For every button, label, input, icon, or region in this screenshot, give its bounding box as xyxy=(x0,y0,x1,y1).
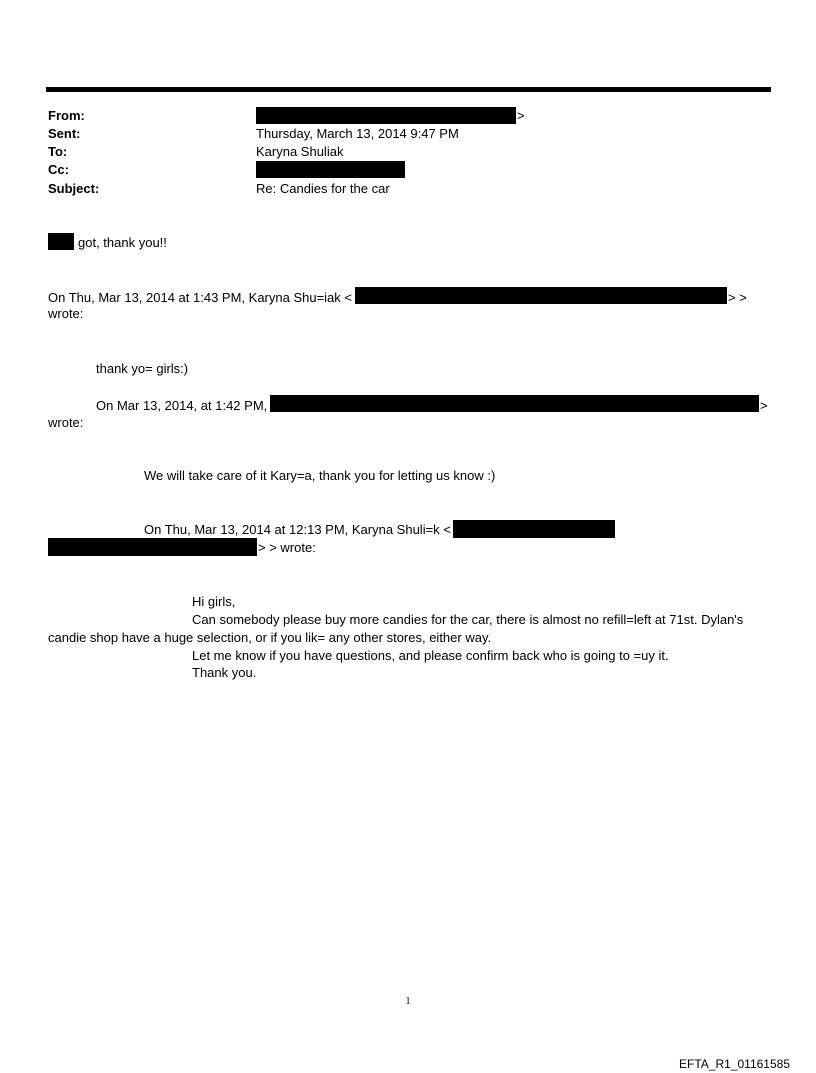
quote3-line1: Can somebody please buy more candies for the car, there is almost no refill=left at 71st. Dylan's xyxy=(192,612,744,627)
quote2-wrote: wrote: xyxy=(48,415,84,430)
quote1-attribution-tail: > > xyxy=(728,290,747,305)
to-label: To: xyxy=(48,144,68,159)
from-redaction xyxy=(256,107,516,124)
quote3-attribution: On Thu, Mar 13, 2014 at 12:13 PM, Karyna Shuli=k < xyxy=(144,522,451,537)
quote2-body: We will take care of it Kary=a, thank you for letting us know :) xyxy=(144,468,496,483)
quote3-wrote: > > wrote: xyxy=(258,540,316,555)
quote3-line3: Let me know if you have questions, and please confirm back who is going to =uy it. xyxy=(192,648,669,663)
quote3-greeting: Hi girls, xyxy=(192,594,236,609)
sent-value: Thursday, March 13, 2014 9:47 PM xyxy=(256,126,459,141)
quote2-sender-redaction xyxy=(270,395,759,412)
cc-label: Cc: xyxy=(48,162,69,177)
quote2-attribution: On Mar 13, 2014, at 1:42 PM, xyxy=(96,398,268,413)
quote1-body: thank yo= girls:) xyxy=(96,361,189,376)
sent-label: Sent: xyxy=(48,126,81,141)
subject-label: Subject: xyxy=(48,181,100,196)
page-number: 1 xyxy=(405,996,411,1007)
subject-value: Re: Candies for the car xyxy=(256,181,390,196)
quote1-attribution: On Thu, Mar 13, 2014 at 1:43 PM, Karyna Shu=iak < xyxy=(48,290,352,305)
bates-number: EFTA_R1_01161585 xyxy=(679,1057,790,1071)
quote3-line2: candie shop have a huge selection, or if you lik= any other stores, either way. xyxy=(48,630,492,645)
reply-name-redaction xyxy=(48,233,74,250)
quote3-line4: Thank you. xyxy=(192,665,257,680)
quote3-email-redaction-2 xyxy=(48,538,257,556)
reply-body: got, thank you!! xyxy=(78,235,167,250)
from-value-tail: > xyxy=(517,108,525,123)
quote3-email-redaction-1 xyxy=(453,520,615,538)
header-rule xyxy=(46,87,771,92)
quote1-email-redaction xyxy=(355,287,727,304)
to-value: Karyna Shuliak xyxy=(256,144,344,159)
quote2-attribution-tail: > xyxy=(760,398,768,413)
from-label: From: xyxy=(48,108,85,123)
quote1-wrote: wrote: xyxy=(48,306,84,321)
cc-redaction xyxy=(256,161,405,178)
